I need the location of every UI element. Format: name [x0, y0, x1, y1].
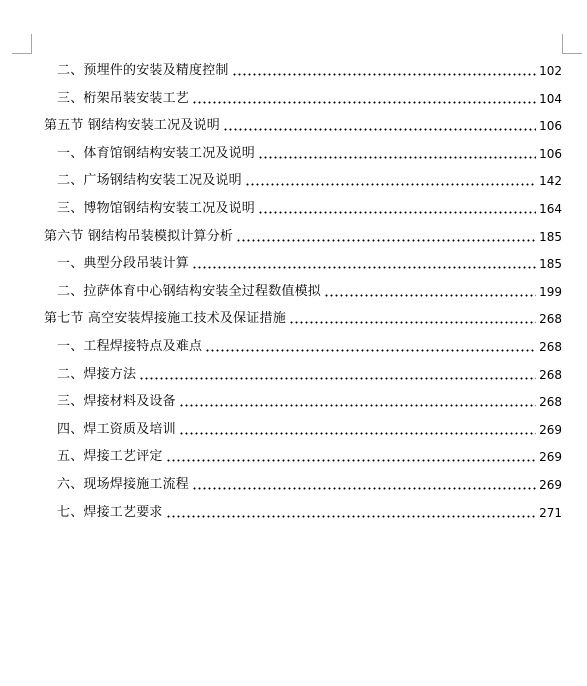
toc-dot-leader — [289, 321, 536, 324]
toc-section-entry[interactable] — [44, 303, 562, 327]
toc-page-number: 102 — [539, 64, 562, 78]
toc-page-number: 268 — [539, 395, 562, 410]
toc-entry-title: 二、预埋件的安装及精度控制 — [57, 63, 229, 78]
crop-mark-top-right — [562, 34, 582, 54]
toc-page-number: 164 — [539, 202, 562, 216]
toc-dot-leader — [232, 73, 536, 76]
toc-dot-leader — [166, 515, 536, 518]
toc-dot-leader — [324, 294, 536, 297]
toc-subsection-entry[interactable] — [57, 414, 562, 438]
toc-subsection-entry[interactable] — [57, 386, 562, 410]
toc-entry-title: 七、焊接工艺要求 — [57, 504, 163, 520]
toc-subsection-entry[interactable] — [57, 55, 562, 79]
toc-entry-title: 二、焊接方法 — [57, 366, 137, 382]
toc-section-entry[interactable] — [44, 110, 562, 134]
toc-dot-leader — [139, 377, 536, 380]
toc-entry-title: 六、现场焊接施工流程 — [57, 477, 190, 492]
toc-page-number: 268 — [539, 312, 562, 327]
toc-subsection-entry[interactable] — [57, 359, 562, 383]
toc-subsection-entry[interactable] — [57, 83, 562, 107]
toc-page-number: 271 — [539, 505, 562, 520]
toc-page-number: 104 — [539, 91, 562, 106]
toc-section-entry[interactable] — [44, 221, 562, 245]
toc-entry-title: 二、拉萨体育中心钢结构安装全过程数值模拟 — [57, 283, 322, 299]
toc-entry-title: 三、博物馆钢结构安装工况及说明 — [57, 201, 256, 216]
toc-subsection-entry[interactable] — [57, 497, 562, 521]
toc-page-number: 269 — [539, 478, 562, 492]
crop-mark-top-left — [12, 34, 32, 54]
toc-subsection-entry[interactable] — [57, 469, 562, 493]
toc-entry-title: 一、工程焊接特点及难点 — [57, 339, 203, 354]
toc-dot-leader — [192, 266, 536, 269]
toc-subsection-entry[interactable] — [57, 331, 562, 355]
toc-subsection-entry[interactable] — [57, 165, 562, 189]
toc-dot-leader — [223, 128, 536, 131]
toc-dot-leader — [192, 101, 536, 104]
toc-page-number: 268 — [539, 367, 562, 382]
toc-page-number: 269 — [539, 422, 562, 437]
toc-entry-title: 第五节 钢结构安装工况及说明 — [44, 118, 220, 134]
toc-page-number: 106 — [539, 146, 562, 161]
toc-page-number: 106 — [539, 119, 562, 134]
toc-dot-leader — [192, 487, 536, 490]
toc-page-number: 185 — [539, 257, 562, 272]
toc-entry-title: 三、桁架吊装安装工艺 — [57, 90, 190, 106]
toc-subsection-entry[interactable] — [57, 441, 562, 465]
toc-page-number: 185 — [539, 229, 562, 244]
toc-subsection-entry[interactable] — [57, 193, 562, 217]
toc-page-number: 142 — [539, 174, 562, 189]
toc-entry-title: 四、焊工资质及培训 — [57, 421, 176, 437]
toc-entry-title: 五、焊接工艺评定 — [57, 449, 163, 465]
toc-page-number: 199 — [539, 284, 562, 299]
toc-subsection-entry[interactable] — [57, 138, 562, 162]
toc-subsection-entry[interactable] — [57, 248, 562, 272]
toc-entry-title: 二、广场钢结构安装工况及说明 — [57, 173, 242, 189]
toc-page-number: 269 — [539, 450, 562, 465]
toc-entry-title: 一、体育馆钢结构安装工况及说明 — [57, 145, 256, 161]
toc-dot-leader — [236, 239, 536, 242]
toc-entry-title: 一、典型分段吊装计算 — [57, 256, 190, 272]
toc-dot-leader — [166, 459, 536, 462]
toc-dot-leader — [205, 349, 536, 352]
toc-subsection-entry[interactable] — [57, 276, 562, 300]
toc-dot-leader — [258, 156, 536, 159]
toc-page-number: 268 — [539, 340, 562, 354]
toc-dot-leader — [179, 432, 536, 435]
toc-entry-title: 第七节 高空安装焊接施工技术及保证措施 — [44, 311, 286, 327]
toc-entry-title: 三、焊接材料及设备 — [57, 394, 176, 410]
toc-dot-leader — [179, 404, 536, 407]
toc-dot-leader — [258, 211, 536, 214]
toc-dot-leader — [245, 183, 536, 186]
toc-entry-title: 第六节 钢结构吊装模拟计算分析 — [44, 228, 234, 244]
